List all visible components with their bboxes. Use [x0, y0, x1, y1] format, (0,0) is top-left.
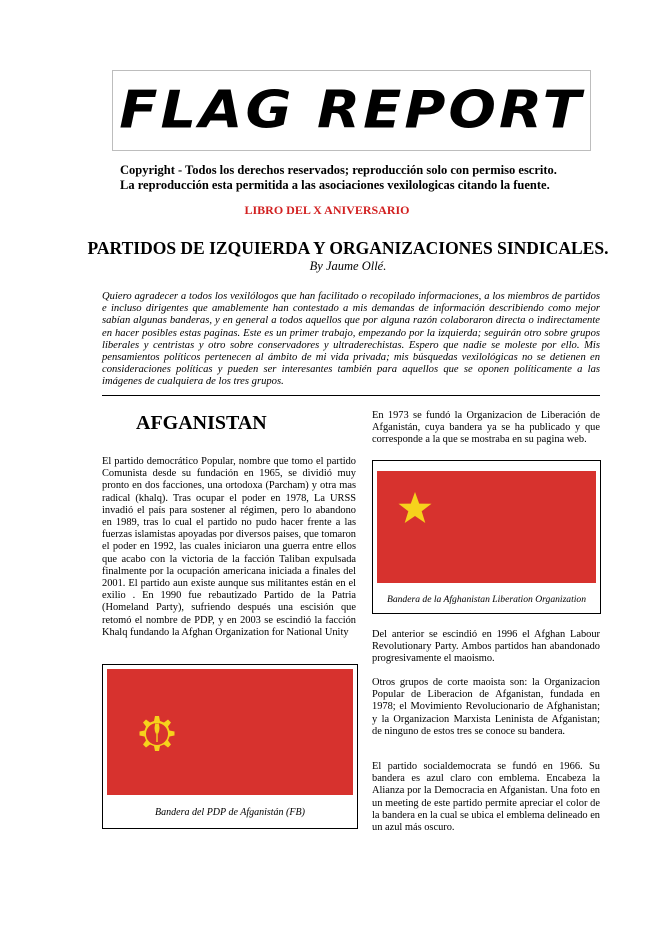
section-divider: [102, 395, 600, 396]
section-heading: AFGANISTAN: [136, 412, 267, 434]
liberation-flag: [377, 471, 596, 583]
copyright-line-1: Copyright - Todos los derechos reservados; reproducción solo con permiso escrito.: [120, 163, 557, 177]
right-paragraph-2: Del anterior se escindió en 1996 el Afghan Labour Revolutionary Party. Ambos partidos han abandonado progresivamente el maoismo.: [372, 629, 600, 665]
pdp-flag: [107, 669, 353, 795]
pdp-emblem-icon: [127, 702, 187, 762]
article-byline: By Jaume Ollé.: [309, 259, 387, 273]
liberation-flag-caption: Bandera de la Afghanistan Liberation Organization: [386, 594, 587, 605]
masthead-title: FLAG REPORT: [119, 80, 584, 141]
copyright-notice: [120, 163, 590, 193]
pdp-flag-caption: Bandera del PDP de Afganistán (FB): [155, 807, 305, 818]
masthead-box: [112, 70, 591, 151]
copyright-line-2: La reproducción esta permitida a las asociaciones vexilologicas citando la fuente.: [120, 178, 550, 192]
article-title: PARTIDOS DE IZQUIERDA Y ORGANIZACIONES SINDICALES.: [87, 238, 609, 258]
pdp-flag-figure: [102, 664, 358, 829]
right-paragraph-3: Otros grupos de corte maoista son: la Organizacion Popular de Liberacion de Afganistan, fundada en 1978; el Movimiento Revolucionario de Afghanistan; y la Organizacion Marxista Leninista de Afganistan; de ninguno de estos tres se conoce su bandera.: [372, 677, 600, 737]
right-paragraph-4: El partido socialdemocrata se fundó en 1966. Su bandera es azul claro con emblema. Encabeza la Alianza por la Democracia en Afganistan. Una foto en un meeting de este partido permite apreciar el color de la bandera en la cual se ubica el emblema delineado en un azul más oscuro.: [372, 761, 600, 834]
liberation-flag-figure: [372, 460, 601, 614]
right-paragraph-1: En 1973 se fundó la Organizacion de Liberación de Afganistán, cuya bandera ya se ha publicado y que corresponde a la que se mostraba en su pagina web.: [372, 410, 600, 446]
intro-paragraph: Quiero agradecer a todos los vexilólogos que han facilitado o recopilado informaciones, a los miembros de partidos e incluso dirigentes que amablemente han contestado a mis demandas de información describiendo como mejor sabían algunas banderas, y en general a todos aquellos que por alguna razón colaboraron directa o indirectamente en hacer posibles estas paginas. Este es un primer trabajo, empezando por la izquierda; seguirán otro sobre grupos liberales y centristas y otro sobre conservadores y ultraderechistas. Espero que nadie se moleste por ello. Mis pensamientos políticos pertenecen al ámbito de mi vida privada; mis búsquedas vexilológicas no se detienen en consideraciones políticas y pueden ser interesantes también para aquellos que se oponen políticamente a las imágenes de cualquiera de los tres grupos.: [102, 291, 600, 388]
yellow-star-icon: [397, 490, 433, 526]
left-paragraph: El partido democrático Popular, nombre que tomo el partido Comunista desde su fundación en 1965, se dividió muy pronto en dos facciones, una ortodoxa (Parcham) y otra mas radical (khalq). Tras ocupar el poder en 1978, La URSS invadió el país para sostener al régimen, pero lo abandono en 1989, tras lo cual el partido no pudo hacer frente a las fuerzas islamistas apoyadas por diversos paises, que tomaron el poder en 1992, las cuales iniciaron una guerra entre ellos que acabo con la victoria de la facción Taliban expulsada finalmente por la ocupación americana iniciada a finales del 2001. El partido aun existe aunque sus militantes están en el exilio . En 1990 fue rebautizado Partido de la Patria (Homeland Party), sufriendo después una escisión que retomó el nombre de PDP, y en 2003 se escindió la facción Khalq fundando la Afghan Organization for National Unity: [102, 456, 356, 638]
anniversary-label: LIBRO DEL X ANIVERSARIO: [244, 203, 410, 217]
